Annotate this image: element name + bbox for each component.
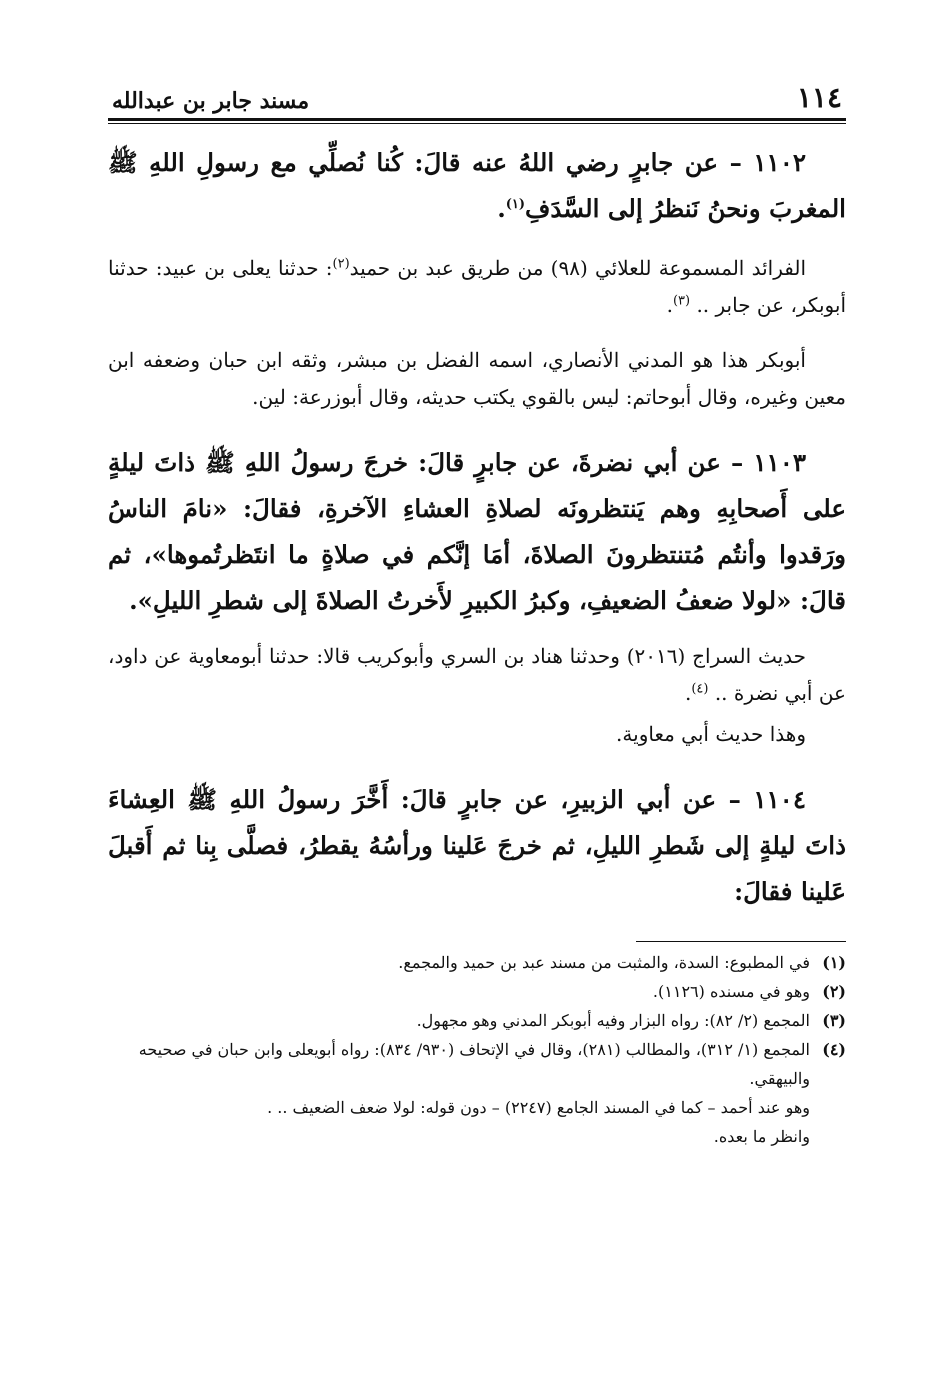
footnote-marker: (١) xyxy=(505,196,526,212)
hadith-1102 xyxy=(108,140,846,232)
footnote-text: في المطبوع: السدة، والمثبت من مسند عبد بن حميد والمجمع. xyxy=(398,953,810,972)
hadith-number: ١١٠٤ – xyxy=(728,785,806,814)
footnote-1 xyxy=(108,948,846,977)
footnote-number: (٢) xyxy=(822,982,846,1001)
commentary-1103-note xyxy=(108,716,846,753)
hadith-end: . xyxy=(497,194,506,223)
footnote-text: المجمع (٢/ ٨٢): رواه البزار وفيه أبوبكر المدني وهو مجهول. xyxy=(416,1011,810,1030)
commentary-1102-source xyxy=(108,250,846,324)
footnote-rule xyxy=(636,941,846,942)
page-number: ١١٤ xyxy=(796,81,842,114)
commentary-text: وهذا حديث أبي معاوية. xyxy=(616,722,806,746)
footnote-marker: (٢) xyxy=(332,256,350,272)
commentary-1102-narrator xyxy=(108,342,846,416)
footnote-number: (١) xyxy=(822,953,846,972)
commentary-1103-source xyxy=(108,638,846,712)
running-title: مسند جابر بن عبدالله xyxy=(112,88,310,114)
header-rule-thin xyxy=(108,123,846,124)
footnote-marker: (٣) xyxy=(672,293,691,309)
hadith-text: عن أبي نضرةَ، عن جابرٍ قالَ: خرجَ رسولُ اللهِ ﷺ ذاتَ ليلةٍ على أَصحابِهِ وهم يَنتظرونَه لصلاةِ العشاءِ الآخرةِ، فقالَ: «نامَ الناسُ ورَقدوا وأنتُم مُتنتظرونَ الصلاةَ، أمَا إنَّكم في صلاةٍ ما انتَظرتُموها»، ثم قالَ: «لولا ضعفُ الضعيفِ، وكبرُ الكبيرِ لأَخرتُ الصلاةَ إلى شطرِ الليلِ». xyxy=(108,448,846,615)
hadith-text: عن جابرٍ رضي اللهُ عنه قالَ: كُنا نُصلِّي مع رسولِ اللهِ ﷺ المغربَ ونحنُ نَنظرُ إلى السَّدَفِ xyxy=(108,148,846,223)
footnote-2 xyxy=(108,977,846,1006)
footnote-number: (٣) xyxy=(822,1011,846,1030)
footnote-continuation: وهو عند أحمد – كما في المسند الجامع (٢٢٤٧) – دون قوله: لولا ضعف الضعيف .. . xyxy=(267,1098,810,1117)
hadith-1103 xyxy=(108,440,846,624)
commentary-text: الفرائد المسموعة للعلائي (٩٨) من طريق عبد بن حميد xyxy=(349,256,806,280)
footnote-continuation: وانظر ما بعده. xyxy=(713,1127,810,1146)
commentary-end: . xyxy=(666,293,673,317)
page-header xyxy=(108,72,846,114)
hadith-number: ١١٠٣ – xyxy=(730,448,807,477)
hadith-1104 xyxy=(108,777,846,915)
header-rule xyxy=(108,118,846,121)
footnote-number: (٤) xyxy=(822,1040,846,1059)
commentary-end: . xyxy=(684,681,692,705)
commentary-text: : حدثنا يعلى بن عبيد: حدثنا أبوبكر، عن جابر .. xyxy=(108,256,846,317)
hadith-text: عن أبي الزبيرِ، عن جابرٍ قالَ: أَخَّرَ رسولُ اللهِ ﷺ العِشاءَ ذاتَ ليلةٍ إلى شَطرِ الليلِ، ثم خرجَ عَلينا ورأسُهُ يقطرُ، فصلَّى بِنا ثم أَقبلَ عَلينا فقالَ: xyxy=(108,785,846,906)
footnote-marker: (٤) xyxy=(691,681,709,697)
hadith-number: ١١٠٢ – xyxy=(729,148,807,177)
footnotes xyxy=(108,948,846,1151)
page xyxy=(108,72,846,1151)
commentary-text: حديث السراج (٢٠١٦) وحدثنا هناد بن السري وأبوكريب قالا: حدثنا أبومعاوية عن داود، عن أبي نضرة .. xyxy=(108,644,846,705)
footnote-3 xyxy=(108,1006,846,1035)
footnote-text: وهو في مسنده (١١٢٦). xyxy=(652,982,810,1001)
footnote-text: المجمع (١/ ٣١٢)، والمطالب (٢٨١)، وقال في الإتحاف (٩٣٠/ ٨٣٤): رواه أبويعلى وابن حبان في صحيحه والبيهقي. xyxy=(138,1040,810,1088)
footnote-4 xyxy=(108,1035,846,1093)
commentary-text: أبوبكر هذا هو المدني الأنصاري، اسمه الفضل بن مبشر، وثقه ابن حبان وضعفه ابن معين وغيره، وقال أبوحاتم: ليس بالقوي يكتب حديثه، وقال أبوزرعة: لين. xyxy=(108,348,846,409)
